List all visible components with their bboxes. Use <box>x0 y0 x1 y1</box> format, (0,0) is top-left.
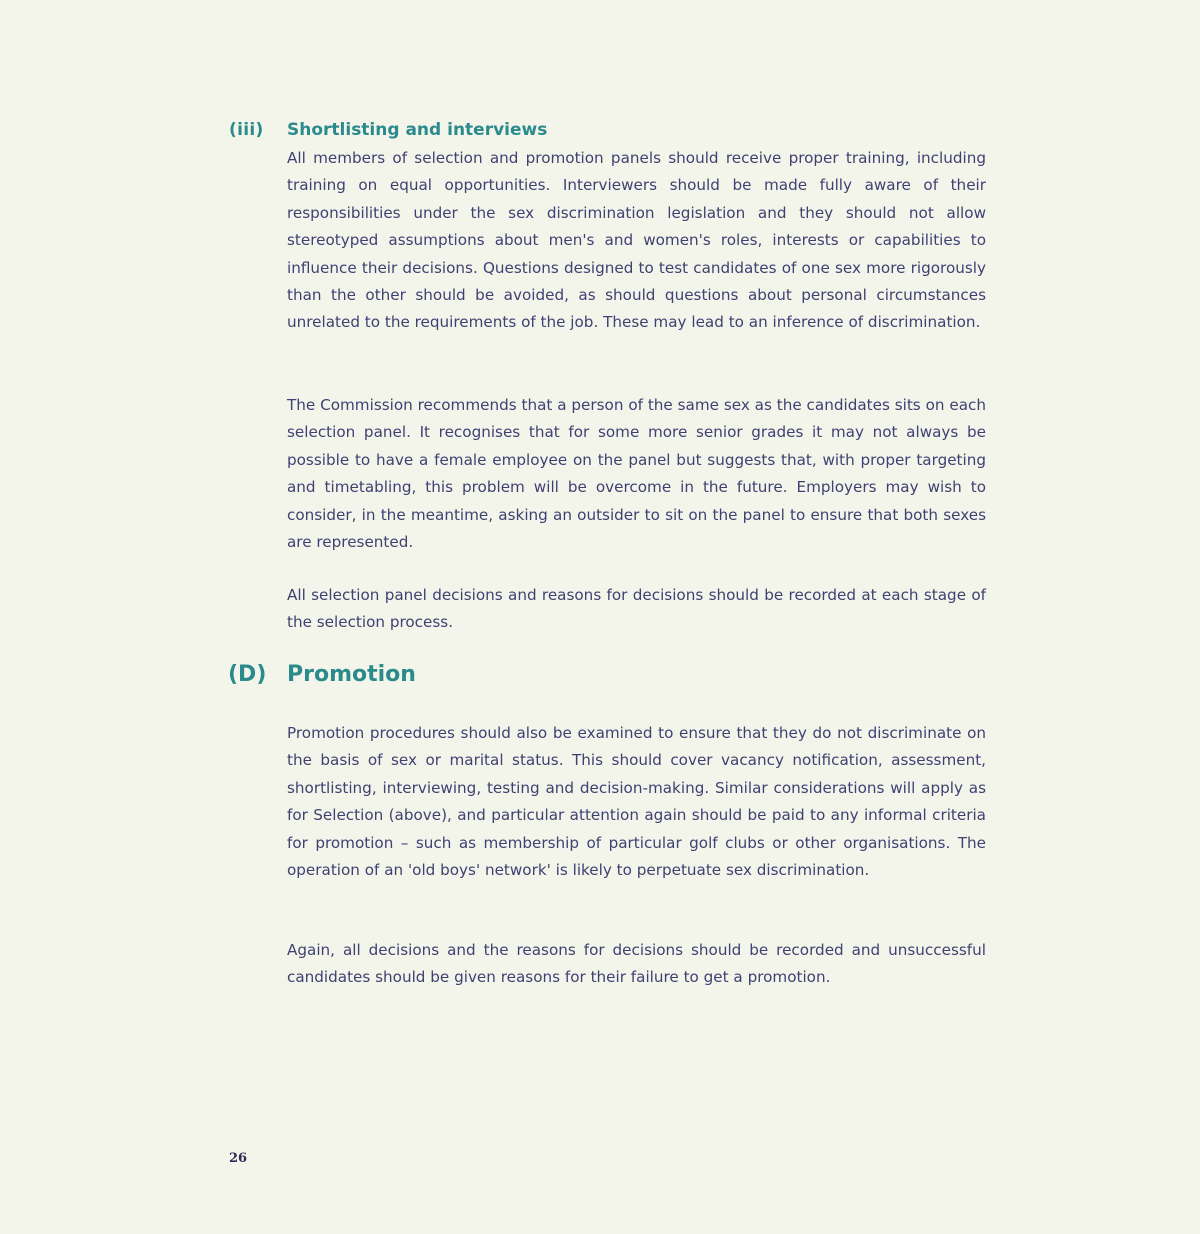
section-number: (D) <box>228 662 267 687</box>
paragraph-promotion-procedures: Promotion procedures should also be examined to ensure that they do not discriminate on the basis of sex or marital status. This should cover vacancy notification, assessment, shortlisting, interviewing, testing and decision-making. Similar considerations will apply as for Selection (above), and particular attention again should be paid to any informal criteria for promotion – such as membership of particular golf clubs or other organisations. The operation of an 'old boys' network' is likely to perpetuate sex discrimination. <box>287 724 986 880</box>
subsection-heading: Shortlisting and interviews <box>287 120 548 140</box>
section-heading: Promotion <box>287 662 416 687</box>
paragraph-commission-recommendation: The Commission recommends that a person of the same sex as the candidates sits on each selection panel. It recognises that for some more senior grades it may not always be possible to have a female employee on the panel but suggests that, with proper targeting and timetabling, this problem will be overcome in the future. Employers may wish to consider, in the meantime, asking an outsider to sit on the panel to ensure that both sexes are represented. <box>287 396 986 552</box>
paragraph-panel-training: All members of selection and promotion panels should receive proper training, including training on equal opportunities. Interviewers should be made fully aware of their responsibilities under the sex discrimination legislation and they should not allow stereotyped assumptions about men's and women's roles, interests or capabilities to influence their decisions. Questions designed to test candidates of one sex more rigorously than the other should be avoided, as should questions about personal circumstances unrelated to the requirements of the job. These may lead to an inference of discrimination. <box>287 149 986 332</box>
page-number: 26 <box>229 1151 248 1166</box>
subsection-number: (iii) <box>229 120 264 140</box>
paragraph-promotion-reasons: Again, all decisions and the reasons for decisions should be recorded and unsuccessful candidates should be given reasons for their failure to get a promotion. <box>287 941 986 987</box>
paragraph-record-decisions: All selection panel decisions and reasons for decisions should be recorded at each stage of the selection process. <box>287 586 986 632</box>
